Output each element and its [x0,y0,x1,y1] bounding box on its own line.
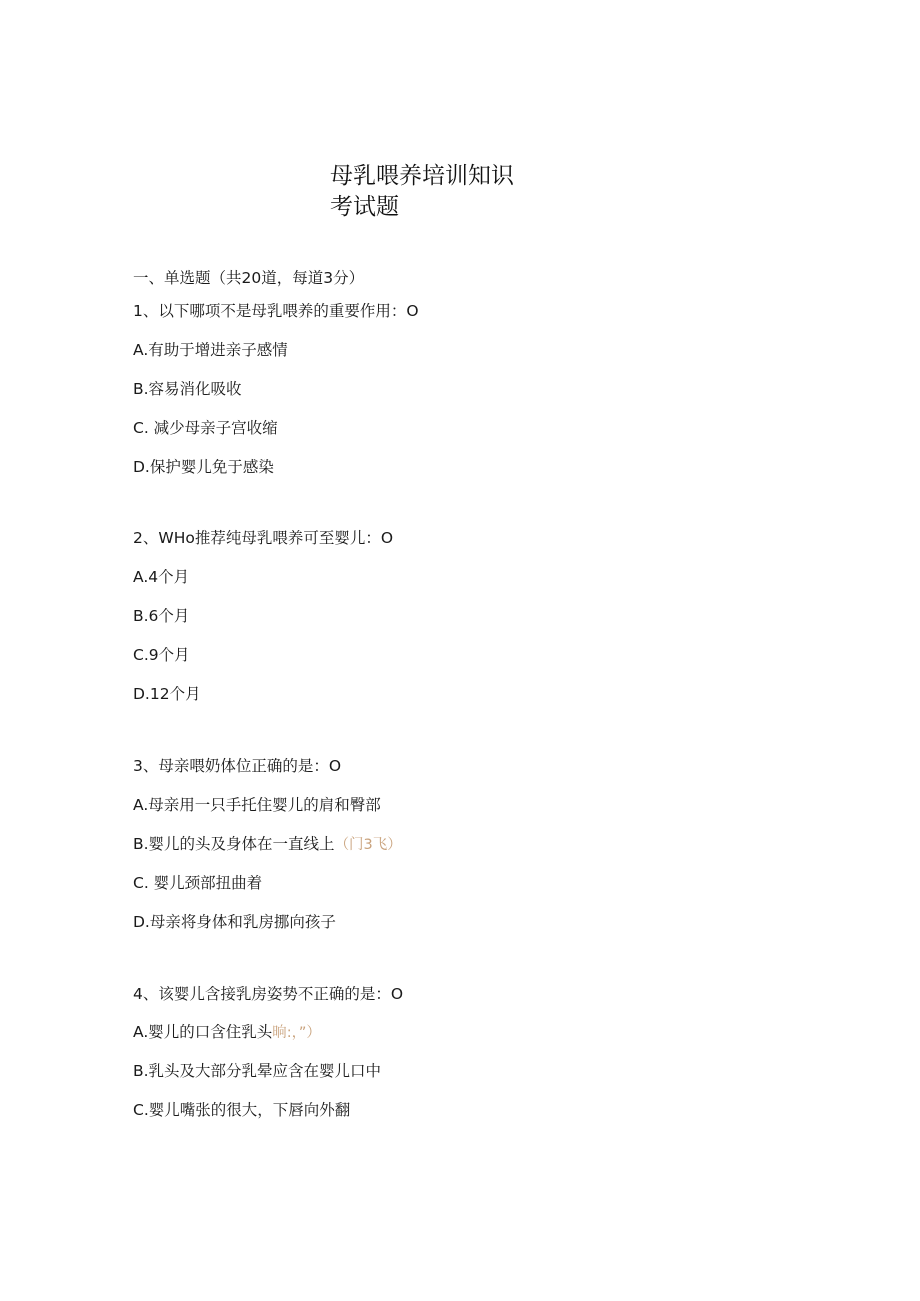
document-title [330,161,550,223]
question-3-option-b [133,834,402,855]
option-text: C. 婴儿颈部扭曲着 [133,874,263,892]
question-2-option-d [133,684,201,704]
question-1-option-c [133,418,278,438]
option-annotation: 晌:，”） [272,1025,321,1041]
question-1-option-a [133,340,288,360]
question-2-option-a [133,567,189,587]
title-line-1: 母乳喂养培训知识 [330,163,514,189]
option-text: C.9个月 [133,646,190,664]
option-text: A.有助于增进亲子感情 [133,341,288,359]
option-text: B.乳头及大部分乳晕应含在婴儿口中 [133,1062,382,1080]
option-text: A.母亲用一只手托住婴儿的肩和臀部 [133,796,381,814]
question-4-option-a [133,1022,321,1043]
question-stem-3: 3、母亲喂奶体位正确的是：O [133,757,342,775]
option-text: B.容易消化吸收 [133,380,242,398]
option-text: A.婴儿的口含住乳头 [133,1023,273,1041]
option-text: C.婴儿嘴张的很大，下唇向外翻 [133,1101,351,1119]
option-text: B.6个月 [133,607,190,625]
question-3-option-a [133,795,381,815]
title-line-2: 考试题 [330,194,399,220]
question-4-option-c [133,1100,350,1120]
option-text: B.婴儿的头及身体在一直线上 [133,835,335,853]
option-text: D.保护婴儿免于感染 [133,458,274,476]
question-2-option-c [133,645,190,665]
question-4-option-b [133,1061,381,1081]
section-header: 一、单选题（共20道，每道3分） [133,269,365,287]
question-1-option-b [133,379,242,399]
option-annotation: （门3飞） [334,837,402,853]
question-1-option-d [133,457,274,477]
option-text: D.12个月 [133,685,201,703]
question-3-option-d [133,912,336,932]
option-text: D.母亲将身体和乳房挪向孩子 [133,913,336,931]
question-2-option-b [133,606,189,626]
question-stem-4: 4、该婴儿含接乳房姿势不正确的是：O [133,985,404,1003]
option-text: C. 减少母亲子宫收缩 [133,419,278,437]
question-stem-2: 2、WHo推荐纯母乳喂养可至婴儿：O [133,529,394,547]
question-3-option-c [133,873,262,893]
question-stem-1: 1、以下哪项不是母乳喂养的重要作用：O [133,302,419,320]
option-text: A.4个月 [133,568,190,586]
